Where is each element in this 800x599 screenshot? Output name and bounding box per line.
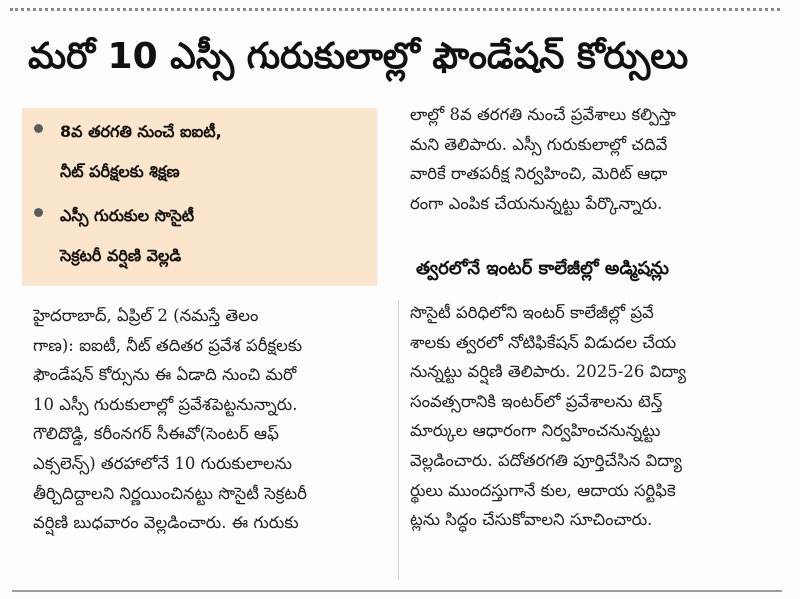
body-line: సంవత్సరానికి ఇంటర్‌లో ప్రవేశాలను టెన్త్‌ xyxy=(410,391,663,411)
subheading: త్వరలోనే ఇంటర్‌ కాలేజీల్లో అడ్మిషన్లు xyxy=(416,258,670,279)
body-line: వర్షిణి బుధవారం వెల్లడించారు. ఈ గురుకు xyxy=(33,513,299,533)
body-line: గౌలిదొడ్డి, కరీంనగర్‌ సీఈవో(సెంటర్‌ ఆఫ్‌ xyxy=(33,424,279,444)
right-column-top xyxy=(410,100,788,218)
highlights-box xyxy=(22,108,377,286)
body-line: ఫౌండేషన్‌ కోర్సును ఈ ఏడాది నుంచి మరో xyxy=(33,365,297,385)
body-line: నున్నట్టు వర్షిణి తెలిపారు. 2025-26 విద్యా xyxy=(410,362,687,382)
body-line: రంగా ఎంపిక చేయనున్నట్టు పేర్కొన్నారు. xyxy=(410,193,663,213)
body-line: మార్కుల ఆధారంగా నిర్వహించనున్నట్టు xyxy=(410,421,661,441)
body-line: 10 ఎస్సీ గురుకులాల్లో ప్రవేశపెట్టనున్నారు. xyxy=(33,394,298,414)
highlight-line: ఎస్సీ గురుకుల సొసైటీ xyxy=(60,206,195,225)
body-line: హైదరాబాద్‌, ఏప్రిల్‌ 2 (నమస్తే తెలం xyxy=(33,306,259,325)
body-line: శాలకు త్వరలో నోటిఫికేషన్‌ విడుదల చేయ xyxy=(410,332,677,352)
bottom-rule xyxy=(12,590,782,592)
highlight-bullet-2 xyxy=(34,196,194,276)
body-line: సొసైటీ పరిధిలోని ఇంటర్‌ కాలేజీల్లో ప్రవే xyxy=(410,303,654,322)
body-line: ఎక్సలెన్స్‌) తరహాలోనే 10 గురుకులాలను xyxy=(33,453,293,473)
column-divider xyxy=(398,300,399,580)
body-line: మని తెలిపారు. ఎస్సీ గురుకులాల్లో చదివే xyxy=(410,134,668,154)
body-line: వారికే రాతపరీక్ష నిర్వహించి, మెరిట్‌ ఆధా xyxy=(410,164,668,184)
body-line: లాల్లో 8వ తరగతి నుంచే ప్రవేశాలు కల్పిస్తా xyxy=(410,105,676,124)
bullet-dot-icon xyxy=(34,208,43,217)
article-headline: మరో 10 ఎస్సీ గురుకులాల్లో ఫౌండేషన్‌ కోర్సులు xyxy=(28,36,689,77)
right-column-body xyxy=(410,298,788,535)
left-column-body xyxy=(33,301,385,538)
highlight-line: 8వ తరగతి నుంచే ఐఐటీ, xyxy=(60,122,222,141)
body-line: వెల్లడించారు. పదోతరగతి పూర్తిచేసిన విద్యా xyxy=(410,450,682,470)
highlight-bullet-1 xyxy=(34,112,222,192)
body-line: గాణ): ఐఐటీ, నీట్‌ తదితర ప్రవేశ పరీక్షలకు xyxy=(33,335,303,355)
body-line: ర్థులు ముందస్తుగానే కుల, ఆదాయ సర్టిఫికె xyxy=(410,480,676,500)
bullet-dot-icon xyxy=(34,124,43,133)
highlight-line: నీట్‌ పరీక్షలకు శిక్షణ xyxy=(60,162,180,181)
body-line: తీర్చిదిద్దాలని నిర్ణయించినట్టు సొసైటీ సెక్రటరీ xyxy=(33,483,307,503)
highlight-line: సెక్రటరీ వర్షిణి వెల్లడి xyxy=(60,246,182,265)
top-dotted-rule xyxy=(10,8,780,11)
body-line: ట్లను సిద్ధం చేసుకోవాలని సూచించారు. xyxy=(410,510,653,530)
